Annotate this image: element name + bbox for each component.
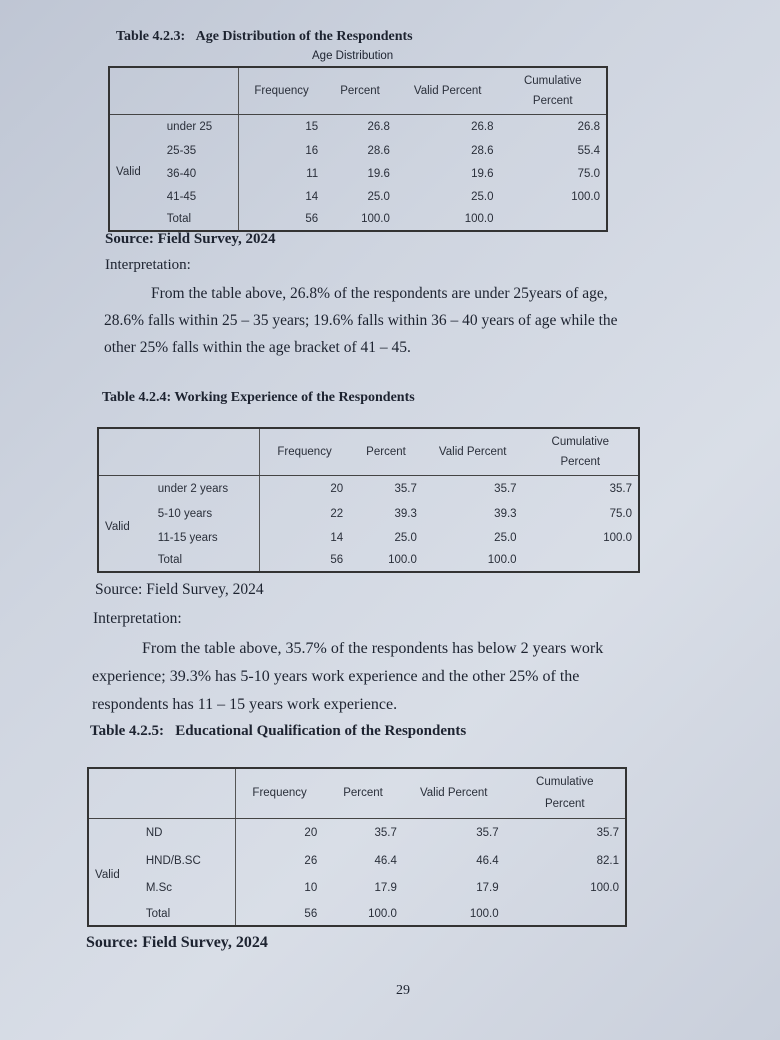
cell-valid-percent: 35.7 [476, 827, 499, 840]
table-title: Educational Qualification of the Respondents [175, 723, 467, 739]
interp-line: other 25% falls within the age bracket of 41 – 45. [104, 339, 411, 356]
cell-cumulative [505, 902, 626, 926]
header-percent: Percent [349, 428, 423, 476]
cell-frequency: 15 [238, 115, 324, 140]
row-label: 36-40 [166, 167, 197, 180]
valid-label: Valid [95, 868, 120, 881]
cell-cumulative: 82.1 [596, 855, 619, 867]
table-number: Table 4.2.3: [116, 29, 186, 44]
cell-percent: 25.0 [394, 531, 417, 544]
row-label: under 25 [166, 121, 213, 134]
table-row-total [88, 902, 626, 926]
table-caption-age [116, 29, 413, 45]
row-label: 5-10 years [157, 507, 213, 520]
table-caption-experience: Table 4.2.4: Working Experience of the Respondents [102, 390, 415, 405]
cell-percent: 39.3 [394, 507, 417, 520]
cell-percent: 46.4 [374, 855, 397, 867]
cell-valid-percent: 25.0 [494, 531, 517, 544]
cell-cumulative: 35.7 [596, 827, 619, 840]
cell-percent: 25.0 [367, 191, 390, 203]
header-valid-percent: Valid Percent [396, 67, 500, 115]
header-valid-percent: Valid Percent [423, 428, 523, 476]
interp-line: From the table above, 26.8% of the respondents are under 25years of age, [151, 285, 608, 302]
table-row [88, 874, 626, 902]
cell-frequency: 16 [238, 140, 324, 162]
cell-cumulative [500, 209, 608, 231]
cell-frequency: 20 [235, 818, 323, 848]
cell-percent: 19.6 [367, 167, 390, 180]
cell-valid-percent: 25.0 [471, 191, 494, 203]
cell-frequency: 20 [259, 476, 349, 502]
cell-percent: 28.6 [367, 144, 390, 157]
cell-frequency: 14 [259, 526, 349, 550]
working-experience-table [97, 427, 640, 573]
table-title: Age Distribution of the Respondents [195, 29, 413, 44]
header-frequency: Frequency [259, 428, 349, 476]
interpretation-label: Interpretation: [93, 610, 182, 627]
cell-percent: 100.0 [388, 554, 417, 566]
cell-cumulative: 100.0 [603, 531, 632, 544]
header-cumulative-line2: Percent [532, 95, 573, 107]
cell-frequency: 56 [259, 550, 349, 572]
cell-frequency: 10 [235, 874, 323, 902]
table-header-row [88, 768, 626, 818]
cell-cumulative: 55.4 [577, 144, 600, 157]
header-frequency: Frequency [238, 67, 324, 115]
table-row [109, 186, 607, 209]
cell-valid-percent: 35.7 [494, 482, 517, 495]
table-row [109, 115, 607, 140]
cell-valid-percent: 100.0 [487, 554, 517, 566]
row-label: 11-15 years [157, 531, 218, 544]
interpretation-label: Interpretation: [105, 257, 191, 273]
page-number: 29 [396, 983, 410, 998]
super-header: Age Distribution [312, 50, 394, 62]
table-row [88, 848, 626, 874]
header-cumulative [523, 428, 639, 476]
cell-percent: 35.7 [394, 482, 417, 495]
cell-percent: 100.0 [368, 907, 397, 920]
cell-cumulative: 35.7 [609, 482, 632, 495]
source-line: Source: Field Survey, 2024 [95, 581, 264, 598]
row-label: 41-45 [166, 191, 197, 203]
cell-cumulative: 75.0 [609, 507, 632, 520]
cell-valid-percent: 100.0 [464, 213, 494, 225]
table-row-total [109, 209, 607, 231]
row-label: 25-35 [166, 144, 197, 157]
source-line: Source: Field Survey, 2024 [86, 934, 268, 951]
interp-line: experience; 39.3% has 5-10 years work experience and the other 25% of the [92, 668, 580, 685]
row-label: Total [166, 213, 192, 225]
table-header-row [98, 428, 639, 476]
header-cumulative-line2: Percent [544, 798, 585, 811]
row-label: M.Sc [145, 882, 173, 894]
table-row [98, 502, 639, 526]
header-percent: Percent [323, 768, 403, 818]
cell-frequency: 26 [235, 848, 323, 874]
row-label: ND [145, 827, 163, 840]
source-line: Source: Field Survey, 2024 [105, 231, 276, 247]
cell-frequency: 11 [238, 162, 324, 186]
cell-cumulative: 100.0 [590, 882, 619, 894]
cell-frequency: 22 [259, 502, 349, 526]
cell-cumulative [523, 550, 639, 572]
table-row [98, 526, 639, 550]
header-valid-percent: Valid Percent [403, 768, 505, 818]
cell-valid-percent: 100.0 [469, 907, 499, 920]
cell-percent: 35.7 [374, 827, 397, 840]
interp-line: respondents has 11 – 15 years work experience. [92, 696, 398, 713]
cell-valid-percent: 39.3 [494, 507, 517, 520]
header-percent: Percent [324, 67, 396, 115]
cell-valid-percent: 19.6 [471, 167, 494, 180]
interp-line: From the table above, 35.7% of the respondents has below 2 years work [142, 640, 604, 657]
row-label: HND/B.SC [145, 855, 201, 867]
header-cumulative [505, 768, 626, 818]
cell-percent: 26.8 [367, 121, 390, 134]
cell-frequency: 56 [235, 902, 323, 926]
cell-valid-percent: 26.8 [471, 121, 494, 134]
table-row [109, 162, 607, 186]
interpretation-paragraph [92, 635, 718, 719]
row-label: Total [145, 907, 171, 920]
cell-valid-percent: 28.6 [471, 144, 494, 157]
age-distribution-table [108, 66, 608, 232]
cell-percent: 17.9 [374, 882, 397, 894]
cell-cumulative: 75.0 [577, 167, 600, 180]
header-cumulative-line1: Cumulative [551, 436, 610, 448]
header-cumulative [500, 67, 608, 115]
header-cumulative-line2: Percent [560, 456, 601, 468]
row-label: under 2 years [157, 482, 229, 495]
cell-valid-percent: 17.9 [476, 882, 499, 894]
cell-frequency: 14 [238, 186, 324, 209]
table-row [109, 140, 607, 162]
table-number: Table 4.2.5: [90, 723, 165, 739]
header-frequency: Frequency [235, 768, 323, 818]
table-row [98, 476, 639, 502]
cell-cumulative: 100.0 [571, 191, 600, 203]
cell-cumulative: 26.8 [577, 121, 600, 134]
header-cumulative-line1: Cumulative [536, 776, 594, 789]
header-cumulative-line1: Cumulative [523, 75, 582, 87]
table-header-row [109, 67, 607, 115]
interpretation-paragraph [104, 280, 711, 361]
table-caption-education [90, 723, 466, 740]
cell-valid-percent: 46.4 [476, 855, 499, 867]
valid-label: Valid [105, 521, 130, 534]
valid-label: Valid [116, 166, 141, 179]
row-label: Total [157, 554, 183, 566]
table-row [88, 818, 626, 848]
educational-qualification-table [87, 767, 627, 927]
cell-percent: 100.0 [361, 213, 390, 225]
table-row-total [98, 550, 639, 572]
cell-frequency: 56 [238, 209, 324, 231]
interp-line: 28.6% falls within 25 – 35 years; 19.6% falls within 36 – 40 years of age while the [104, 312, 618, 329]
